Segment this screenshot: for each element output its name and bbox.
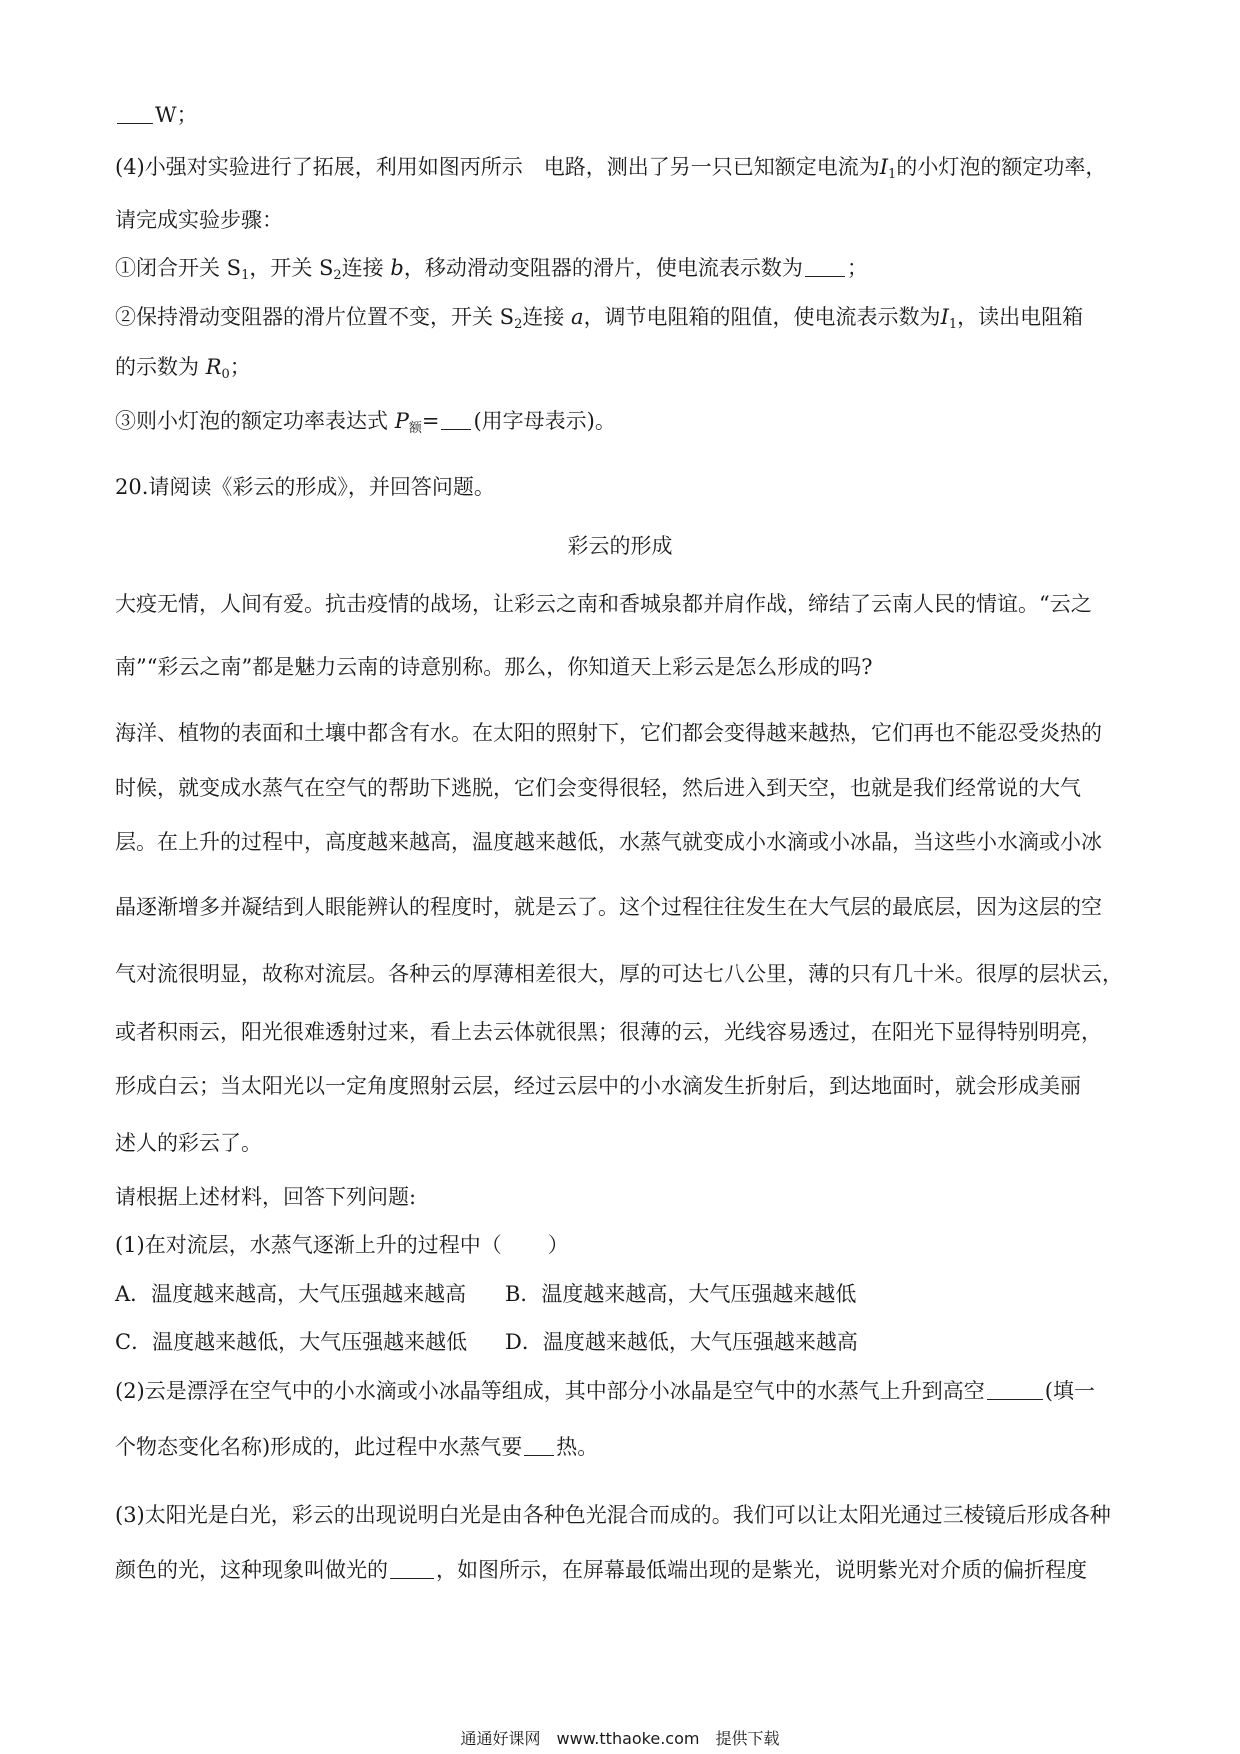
q19-power-answer-line: W；	[115, 100, 1135, 130]
article-paragraph2-line: 气对流很明显，故称对流层。各种云的厚薄相差很大，厚的可达七八公里，薄的只有几十米。很厚的层状云，	[115, 962, 1123, 986]
article-paragraph2-line: 时候，就变成水蒸气在空气的帮助下逃脱，它们会变得很轻，然后进入到天空，也就是我们经常说的大气	[115, 776, 1081, 800]
q19-instruction: 请完成实验步骤：	[115, 208, 283, 232]
answer-blank[interactable]	[390, 1558, 434, 1579]
answer-blank[interactable]	[117, 103, 153, 124]
article-paragraph2-line: 晶逐渐增多并凝结到人眼能辨认的程度时，就是云了。这个过程往往发生在大气层的最底层，因为这层的空	[115, 895, 1102, 919]
q20-sub2-line2: 个物态变化名称)形成的，此过程中水蒸气要 热。	[115, 1435, 599, 1459]
article-title: 彩云的形成	[567, 534, 673, 558]
article-paragraph2-line: 形成白云；当太阳光以一定角度照射云层，经过云层中的小水滴发生折射后，到达地面时，就会形成美丽	[115, 1074, 1081, 1098]
answer-blank[interactable]	[524, 1435, 554, 1456]
article-paragraph2-line: 或者积雨云，阳光很难透射过来，看上去云体就很黑；很薄的云，光线容易透过，在阳光下显得特别明亮，	[115, 1020, 1102, 1044]
answer-blank[interactable]	[987, 1379, 1043, 1400]
option-d[interactable]: D．温度越来越低，大气压强越来越高	[505, 1330, 858, 1354]
q19-step3: ③则小灯泡的额定功率表达式 $P_额=$ (用字母表示)。	[115, 409, 616, 436]
q20-sub3-line1: (3)太阳光是白光，彩云的出现说明白光是由各种色光混合而成的。我们可以让太阳光通过三棱镜后形成各种	[115, 1503, 1111, 1527]
q20-intro: 20.请阅读《彩云的形成》，并回答问题。	[115, 475, 495, 499]
option-a[interactable]: A．温度越来越高，大气压强越来越高	[115, 1282, 467, 1306]
q20-options-row2	[115, 1327, 1135, 1357]
q20-sub3-line2: 颜色的光，这种现象叫做光的 ，如图所示，在屏幕最低端出现的是紫光，说明紫光对介质的偏折程度	[115, 1558, 1087, 1582]
answer-blank[interactable]	[441, 409, 471, 430]
article-paragraph2-line: 海洋、植物的表面和土壤中都含有水。在太阳的照射下，它们都会变得越来越热，它们再也不能忍受炎热的	[115, 721, 1102, 745]
q20-sub2-line1: (2)云是漂浮在空气中的小水滴或小冰晶等组成，其中部分小冰晶是空气中的水蒸气上升到高空 (填一	[115, 1379, 1095, 1403]
q19-step2: ②保持滑动变阻器的滑片位置不变，开关 $S_2$连接 a，调节电阻箱的阻值，使电流表示数为$I_1$，读出电阻箱	[115, 305, 1084, 332]
q20-options-row1	[115, 1279, 1135, 1309]
question-prompt: 请根据上述材料，回答下列问题:	[115, 1185, 417, 1209]
article-paragraph1-line: 大疫无情，人间有爱。抗击疫情的战场，让彩云之南和香城泉都并肩作战，缔结了云南人民的情谊。“云之	[115, 592, 1092, 616]
article-paragraph2-line: 层。在上升的过程中，高度越来越高，温度越来越低，水蒸气就变成小水滴或小冰晶，当这些小水滴或小冰	[115, 830, 1102, 854]
article-paragraph1-line: 南”“彩云之南”都是魅力云南的诗意别称。那么，你知道天上彩云是怎么形成的吗?	[115, 655, 873, 679]
article-paragraph2-line: 述人的彩云了。	[115, 1131, 262, 1155]
option-c[interactable]: C．温度越来越低，大气压强越来越低	[115, 1330, 468, 1354]
q19-step2-cont: 的示数为 $R_0$；	[115, 355, 251, 382]
footer-watermark: 通通好课网 www.tthaoke.com 提供下载	[460, 1729, 780, 1748]
option-b[interactable]: B．温度越来越高，大气压强越来越低	[505, 1282, 857, 1306]
answer-blank[interactable]	[805, 256, 845, 277]
q20-sub1-stem: (1)在对流层，水蒸气逐渐上升的过程中（ ）	[115, 1233, 569, 1257]
q19-part4-intro: (4)小强对实验进行了拓展，利用如图丙所示 电路，测出了另一只已知额定电流为$I_1$的小灯泡的额定功率，	[115, 155, 1107, 182]
q19-step1: ①闭合开关 $S_1$，开关 $S_2$连接 b，移动滑动变阻器的滑片，使电流表示数为 ；	[115, 256, 868, 283]
